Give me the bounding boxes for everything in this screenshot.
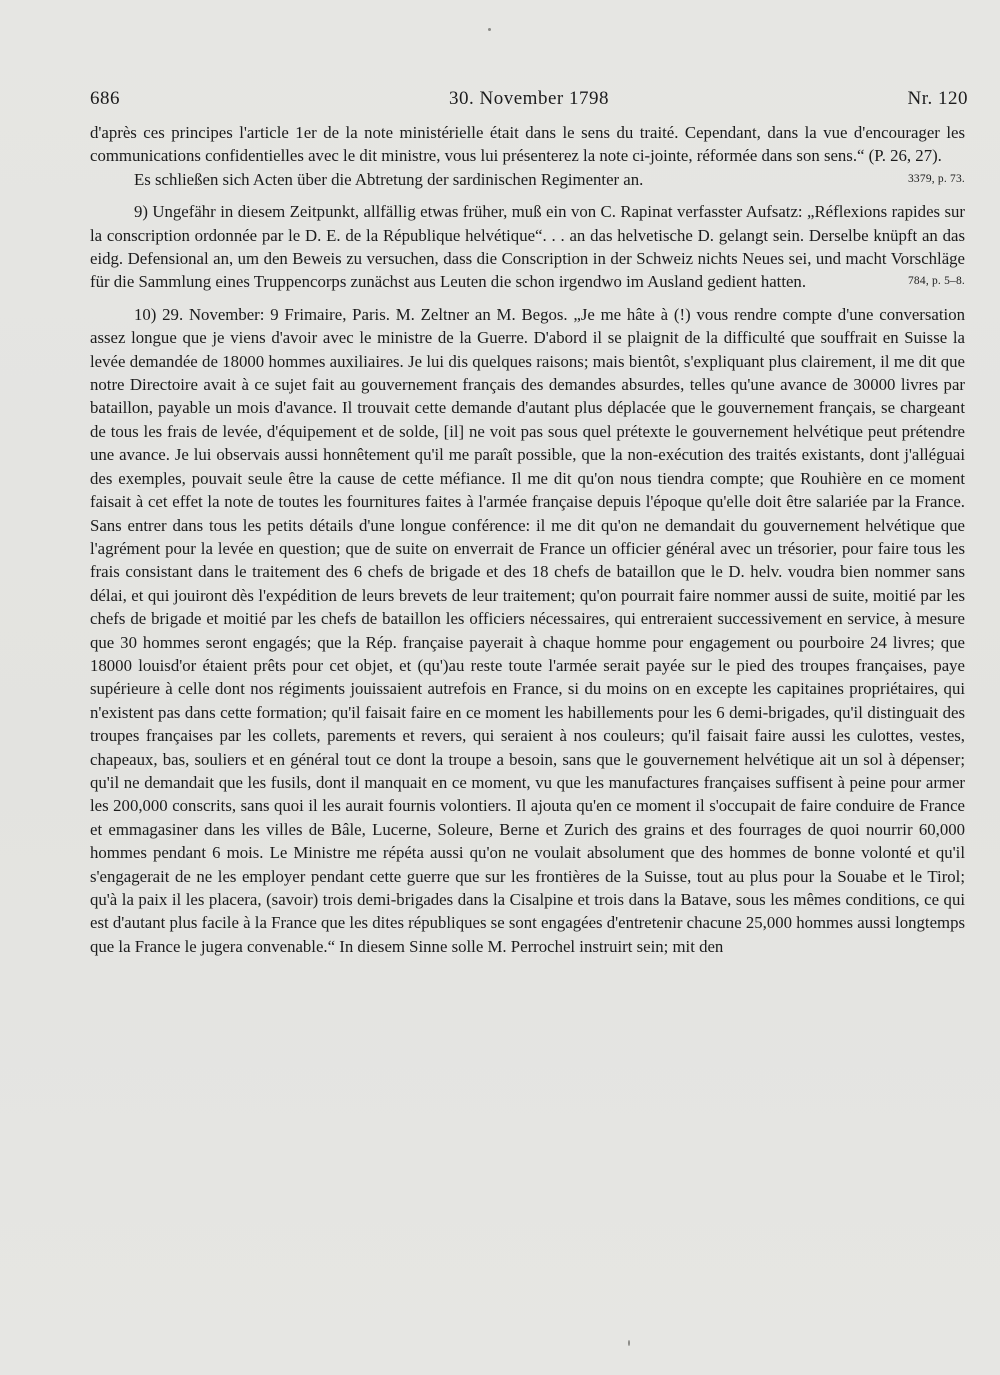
paragraph-item-10 xyxy=(90,303,965,958)
document-body xyxy=(90,121,965,958)
header-date: 30. November 1798 xyxy=(449,88,609,109)
archive-reference: 3379, p. 73. xyxy=(907,172,965,185)
paragraph-note xyxy=(90,168,965,191)
paragraph-text: 9) Ungefähr in diesem Zeitpunkt, allfällig etwas früher, muß ein von C. Rapinat verfasster Aufsatz: „Réflexions rapides sur la conscription ordonnée par le D. E. de la République helvétique“. . . an das helvetische D. gelangt sein. Derselbe knüpft an das eidg. Defensional an, um den Beweis zu versuchen, dass die Conscription in der Schweiz nichts Neues sei, und macht Vorschläge für die Sammlung eines Truppencorps zunächst aus Leuten die schon irgendwo im Ausland gedient hatten. xyxy=(90,202,965,292)
document-number: Nr. 120 xyxy=(907,88,968,109)
page-header xyxy=(90,88,968,112)
paragraph-item-9 xyxy=(90,200,965,294)
paragraph-text: Es schließen sich Acten über die Abtretung der sardinischen Regimenter an. xyxy=(134,169,644,189)
archive-reference: 784, p. 5–8. xyxy=(907,275,965,288)
page-number: 686 xyxy=(90,88,120,109)
paper-speck xyxy=(628,1340,630,1346)
paragraph-text: d'après ces principes l'article 1er de la note ministérielle était dans le sens du traité. Cependant, dans la vue d'encourager les communications confidentielles avec le dit ministre, vous lui présenterez la note ci-jointe, réformée dans son sens.“ (P. 26, 27). xyxy=(90,123,965,166)
paragraph-text: 10) 29. November: 9 Frimaire, Paris. M. Zeltner an M. Begos. „Je me hâte à (!) vous rendre compte d'une conversation assez longue que je viens d'avoir avec le ministre de la Guerre. D'abord il se plaignit de la difficulté que souffrait en Suisse la levée demandée de 18000 hommes auxiliaires. Je lui dis quelques raisons; mais bientôt, s'expliquant plus clairement, il me dit que notre Directoire avait à ce sujet fait au gouvernement français des demandes absurdes, telles qu'une avance de 30000 livres par bataillon, payable un mois d'avance. Il trouvait cette demande d'autant plus déplacée que le gouvernement français, se chargeant de tous les frais de levée, d'équipement et de solde, [il] ne voit pas sous quel prétexte le gouvernement helvétique peut prétendre une avance. Je lui observais aussi honnêtement qu'il me paraît possible, que la non-exécution des traités existants, dont j'alléguai des exemples, pouvait seule être la cause de cette méfiance. Il me dit qu'on nous tiendra compte; que Rouhière en ce moment faisait à cet effet la note de toutes les fournitures faites à l'armée française depuis l'époque qu'elle doit être salariée par la France. Sans entrer dans tous les petits détails d'une longue conférence: il me dit qu'on ne demandait du gouvernement helvétique que l'agrément pour la levée en question; que de suite on enverrait de France un officier général avec un trésorier, pour faire tous les frais consistant dans le traitement des 6 chefs de brigade et des 18 chefs de bataillon que le D. helv. voudra bien nommer sans délai, et qui jouiront dès l'expédition de leurs brevets de leur traitement; qu'on pourrait faire nommer aussi de suite, moitié par les chefs de brigade et moitié par les chefs de bataillon les officiers nécessaires, qui entreraient successivement en service, à mesure que 30 hommes seront engagés; que la Rép. française payerait à chaque homme pour engagement ou pourboire 24 livres; que 18000 louisd'or étaient prêts pour cet objet, et (qu')au reste toute l'armée serait payée sur le pied des troupes françaises, paye supérieure à celle dont nos régiments jouissaient autrefois en France, si du moins on en excepte les capitaines propriétaires, qui n'existent pas dans cette formation; qu'il faisait faire en ce moment les habillements pour les 6 demi-brigades, qu'il distinguait des troupes françaises par les collets, parements et revers, qui seraient à nos couleurs; qu'il faisait faire aussi les culottes, vestes, chapeaux, bas, souliers et en général tout ce dont la troupe a besoin, sans que le gouvernement helvétique ait un sol à dépenser; qu'il ne demandait que les fusils, dont il manquait en ce moment, vu que les manufactures françaises suffisent à peine pour armer les 200,000 conscrits, sans quoi il les aurait fournis volontiers. Il ajouta qu'en ce moment il s'occupait de faire conduire de France et emmagasiner dans les villes de Bâle, Lucerne, Soleure, Berne et Zurich des grains et des fourrages de quoi nourrir 60,000 hommes pendant 6 mois. Le Ministre me répéta aussi qu'on ne voulait absolument que des hommes de bonne volonté et qu'il s'engagerait de ne les employer pendant cette guerre que sur les frontières de la Suisse, tout au plus pour la Souabe et le Tirol; qu'à la paix il les placera, (savoir) trois demi-brigades dans la Cisalpine et trois dans la Batave, sous les mêmes conditions, ce qui est d'autant plus facile à la France que les dites républiques se sont engagées d'entretenir chacune 25,000 hommes aussi longtemps que la France le jugera convenable.“ In diesem Sinne solle M. Perrochel instruirt sein; mit den xyxy=(90,304,965,956)
paper-speck xyxy=(488,28,491,31)
